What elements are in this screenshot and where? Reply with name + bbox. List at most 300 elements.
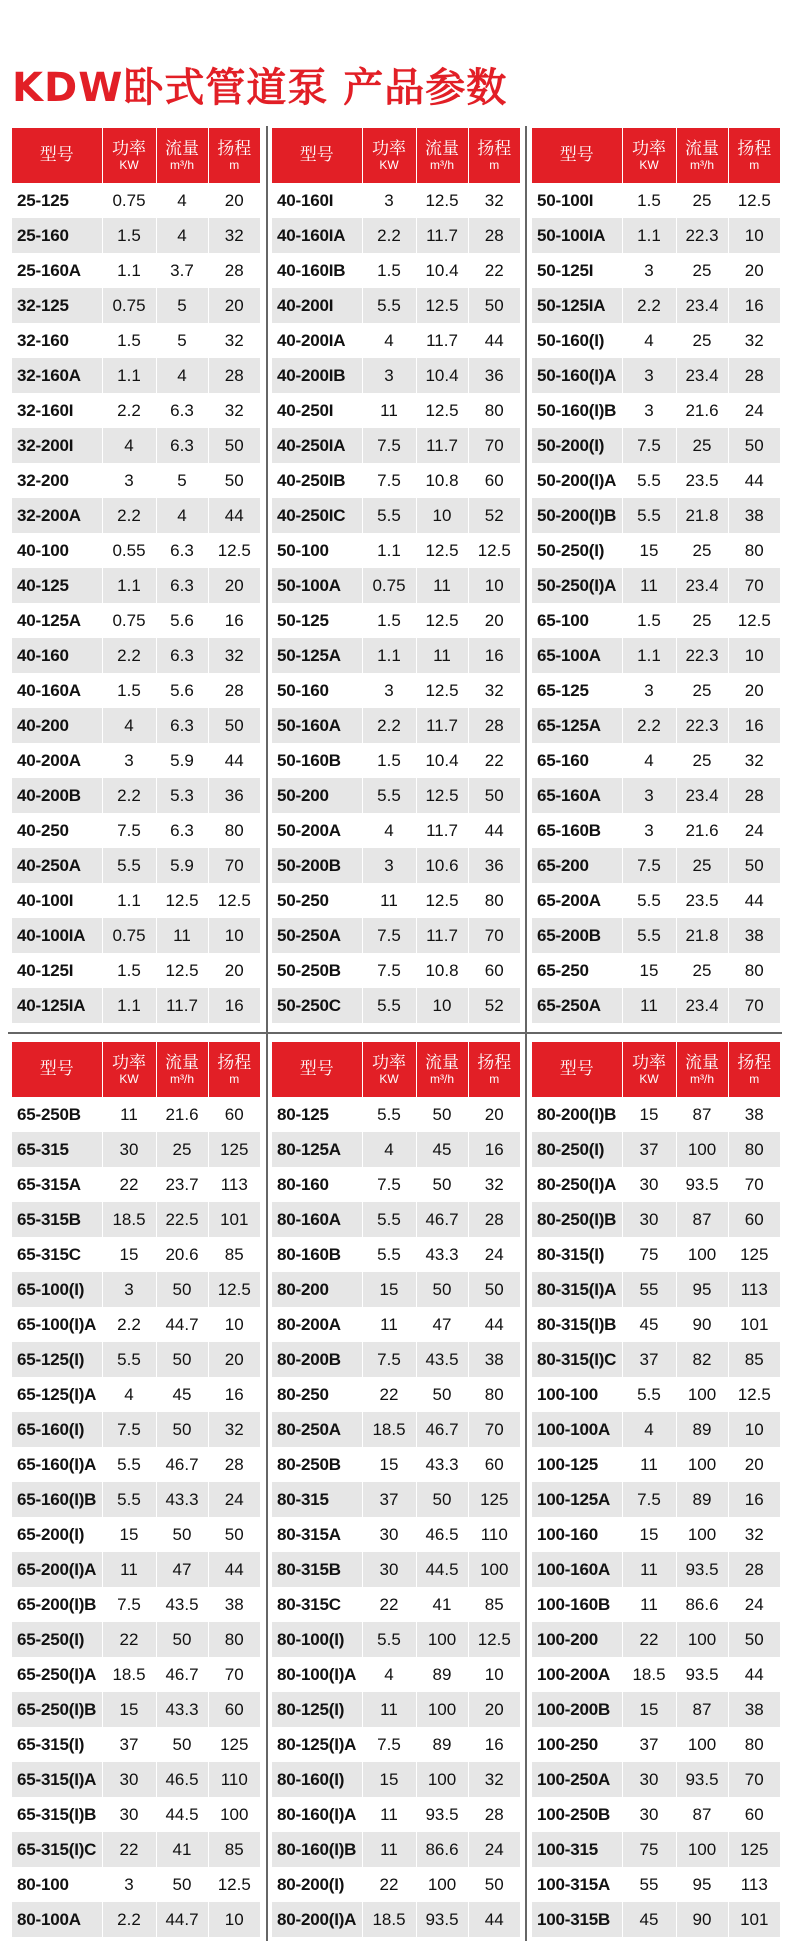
table-header-row — [12, 128, 260, 183]
model-cell: 50-100I — [532, 183, 622, 218]
head-cell: 113 — [208, 1167, 260, 1202]
model-cell: 65-315(I)B — [12, 1797, 102, 1832]
table-row — [12, 498, 260, 533]
model-cell: 40-160A — [12, 673, 102, 708]
flow-cell: 100 — [676, 1237, 728, 1272]
power-cell: 3 — [622, 813, 676, 848]
flow-cell: 46.7 — [416, 1412, 468, 1447]
flow-cell: 25 — [676, 953, 728, 988]
power-cell: 1.5 — [362, 743, 416, 778]
head-cell: 12.5 — [208, 883, 260, 918]
header-label: 流量 — [685, 138, 719, 159]
power-cell: 18.5 — [362, 1412, 416, 1447]
head-cell: 100 — [208, 1797, 260, 1832]
model-cell: 65-160(I) — [12, 1412, 102, 1447]
power-cell: 1.5 — [102, 323, 156, 358]
header-label: 型号 — [559, 1059, 594, 1079]
section-divider — [8, 1032, 782, 1034]
model-cell: 25-160A — [12, 253, 102, 288]
flow-cell: 12.5 — [416, 778, 468, 813]
model-cell: 80-160B — [272, 1237, 362, 1272]
table-row — [272, 1342, 520, 1377]
model-cell: 50-125I — [532, 253, 622, 288]
power-cell: 1.5 — [102, 953, 156, 988]
header-unit: KW — [119, 157, 139, 172]
model-cell: 65-200A — [532, 883, 622, 918]
power-cell: 11 — [622, 1552, 676, 1587]
flow-cell: 100 — [676, 1832, 728, 1867]
head-cell: 70 — [728, 988, 780, 1023]
table-row — [12, 1622, 260, 1657]
flow-cell: 87 — [676, 1097, 728, 1132]
table-row — [532, 1342, 780, 1377]
flow-cell: 50 — [416, 1097, 468, 1132]
table-row — [272, 1167, 520, 1202]
flow-cell: 50 — [416, 1377, 468, 1412]
head-cell: 20 — [468, 1097, 520, 1132]
head-cell: 20 — [728, 1447, 780, 1482]
table-row — [272, 883, 520, 918]
model-cell: 80-100(I) — [272, 1622, 362, 1657]
flow-cell: 41 — [156, 1832, 208, 1867]
column-divider — [525, 126, 527, 1032]
power-cell: 55 — [622, 1867, 676, 1902]
header-unit: KW — [379, 1071, 399, 1086]
head-cell: 44 — [208, 1552, 260, 1587]
power-cell: 37 — [622, 1132, 676, 1167]
head-cell: 12.5 — [728, 1377, 780, 1412]
power-cell: 30 — [622, 1762, 676, 1797]
power-cell: 1.1 — [622, 638, 676, 673]
flow-cell: 11.7 — [416, 323, 468, 358]
flow-cell: 46.7 — [156, 1657, 208, 1692]
table-row — [12, 953, 260, 988]
power-cell: 15 — [622, 1692, 676, 1727]
header-label: 扬程 — [477, 1052, 512, 1073]
flow-cell: 20.6 — [156, 1237, 208, 1272]
power-cell: 1.1 — [102, 883, 156, 918]
table-row — [12, 533, 260, 568]
params-table-6 — [532, 1042, 780, 1937]
model-cell: 50-125IA — [532, 288, 622, 323]
header-label: 流量 — [425, 138, 459, 159]
flow-cell: 11 — [156, 918, 208, 953]
model-cell: 80-315(I)A — [532, 1272, 622, 1307]
model-cell: 50-200(I) — [532, 428, 622, 463]
flow-cell: 50 — [416, 1272, 468, 1307]
flow-cell: 25 — [156, 1132, 208, 1167]
header-label: 型号 — [299, 145, 334, 165]
head-cell: 10 — [728, 1412, 780, 1447]
flow-cell: 46.7 — [416, 1202, 468, 1237]
flow-cell: 6.3 — [156, 708, 208, 743]
model-cell: 40-250IA — [272, 428, 362, 463]
model-cell: 65-250 — [532, 953, 622, 988]
model-cell: 32-160I — [12, 393, 102, 428]
table-row — [272, 1762, 520, 1797]
head-cell: 125 — [208, 1727, 260, 1762]
table-row — [12, 183, 260, 218]
head-cell: 12.5 — [728, 603, 780, 638]
head-cell: 24 — [728, 813, 780, 848]
head-cell: 38 — [468, 1342, 520, 1377]
table-row — [12, 813, 260, 848]
table-row — [272, 1482, 520, 1517]
model-cell: 80-125(I)A — [272, 1727, 362, 1762]
model-cell: 40-160I — [272, 183, 362, 218]
power-cell: 1.1 — [102, 568, 156, 603]
model-cell: 80-250(I)B — [532, 1202, 622, 1237]
flow-cell: 23.4 — [676, 568, 728, 603]
table-row — [272, 1377, 520, 1412]
spec-table — [12, 128, 260, 1023]
model-cell: 40-125A — [12, 603, 102, 638]
power-cell: 15 — [102, 1692, 156, 1727]
table-row — [12, 988, 260, 1023]
model-cell: 65-100A — [532, 638, 622, 673]
model-cell: 32-160 — [12, 323, 102, 358]
flow-cell: 6.3 — [156, 533, 208, 568]
flow-cell: 93.5 — [676, 1167, 728, 1202]
header-unit: m³/h — [430, 157, 454, 172]
model-cell: 80-315 — [272, 1482, 362, 1517]
flow-cell: 93.5 — [416, 1797, 468, 1832]
table-row — [532, 568, 780, 603]
model-cell: 65-100(I)A — [12, 1307, 102, 1342]
power-cell: 15 — [622, 533, 676, 568]
power-header — [622, 1042, 676, 1097]
table-row — [272, 708, 520, 743]
head-cell: 80 — [728, 1727, 780, 1762]
power-cell: 22 — [362, 1377, 416, 1412]
flow-cell: 100 — [416, 1622, 468, 1657]
model-cell: 100-100A — [532, 1412, 622, 1447]
model-cell: 65-315(I) — [12, 1727, 102, 1762]
power-cell: 22 — [102, 1832, 156, 1867]
power-header — [362, 128, 416, 183]
table-row — [532, 708, 780, 743]
power-cell: 15 — [362, 1762, 416, 1797]
head-cell: 16 — [208, 603, 260, 638]
model-cell: 80-125(I) — [272, 1692, 362, 1727]
table-row — [272, 218, 520, 253]
power-cell: 1.5 — [102, 218, 156, 253]
table-row — [12, 218, 260, 253]
table-row — [272, 743, 520, 778]
head-cell: 28 — [208, 1447, 260, 1482]
power-cell: 3 — [362, 673, 416, 708]
params-table-3 — [532, 128, 780, 1023]
header-label: 型号 — [559, 145, 594, 165]
table-row — [532, 1482, 780, 1517]
flow-cell: 5.3 — [156, 778, 208, 813]
head-cell: 80 — [468, 883, 520, 918]
power-header — [102, 128, 156, 183]
flow-cell: 93.5 — [676, 1552, 728, 1587]
table-row — [272, 1412, 520, 1447]
head-cell: 10 — [468, 1657, 520, 1692]
table-row — [532, 463, 780, 498]
table-row — [272, 918, 520, 953]
model-cell: 40-250A — [12, 848, 102, 883]
flow-cell: 44.7 — [156, 1902, 208, 1937]
head-cell: 85 — [728, 1342, 780, 1377]
flow-cell: 10.4 — [416, 743, 468, 778]
model-cell: 100-160A — [532, 1552, 622, 1587]
table-row — [272, 778, 520, 813]
head-cell: 16 — [468, 638, 520, 673]
head-cell: 10 — [208, 1307, 260, 1342]
flow-cell: 89 — [676, 1412, 728, 1447]
head-cell: 24 — [208, 1482, 260, 1517]
power-cell: 2.2 — [102, 393, 156, 428]
table-row — [532, 883, 780, 918]
model-cell: 80-125 — [272, 1097, 362, 1132]
head-cell: 32 — [208, 1412, 260, 1447]
head-cell: 28 — [728, 778, 780, 813]
head-cell: 12.5 — [468, 533, 520, 568]
head-cell: 32 — [468, 1167, 520, 1202]
table-row — [12, 393, 260, 428]
head-cell: 50 — [728, 1622, 780, 1657]
flow-cell: 11.7 — [416, 218, 468, 253]
power-cell: 3 — [102, 743, 156, 778]
table-row — [272, 1552, 520, 1587]
flow-cell: 3.7 — [156, 253, 208, 288]
flow-cell: 5 — [156, 288, 208, 323]
head-header — [208, 1042, 260, 1097]
model-cell: 80-125A — [272, 1132, 362, 1167]
model-cell: 50-250B — [272, 953, 362, 988]
head-cell: 32 — [728, 1517, 780, 1552]
head-cell: 32 — [468, 673, 520, 708]
power-cell: 45 — [622, 1307, 676, 1342]
table-row — [12, 1832, 260, 1867]
head-cell: 80 — [208, 1622, 260, 1657]
model-cell: 80-315(I)B — [532, 1307, 622, 1342]
model-cell: 40-100 — [12, 533, 102, 568]
head-cell: 38 — [728, 1097, 780, 1132]
header-label: 型号 — [39, 1059, 74, 1079]
head-cell: 101 — [208, 1202, 260, 1237]
model-cell: 65-200B — [532, 918, 622, 953]
head-cell: 70 — [468, 428, 520, 463]
head-cell: 50 — [728, 428, 780, 463]
table-row — [272, 848, 520, 883]
table-row — [272, 1132, 520, 1167]
table-row — [12, 1902, 260, 1937]
power-cell: 4 — [622, 1412, 676, 1447]
table-row — [12, 1377, 260, 1412]
power-cell: 0.75 — [102, 918, 156, 953]
header-unit: KW — [639, 157, 659, 172]
power-cell: 11 — [622, 1447, 676, 1482]
model-cell: 80-200(I)A — [272, 1902, 362, 1937]
model-header — [12, 1042, 102, 1097]
head-cell: 44 — [728, 883, 780, 918]
head-cell: 38 — [208, 1587, 260, 1622]
flow-cell: 89 — [676, 1482, 728, 1517]
table-row — [12, 1797, 260, 1832]
model-header — [272, 128, 362, 183]
head-cell: 125 — [728, 1832, 780, 1867]
flow-cell: 25 — [676, 848, 728, 883]
flow-cell: 11 — [416, 638, 468, 673]
model-cell: 50-200(I)B — [532, 498, 622, 533]
power-cell: 37 — [622, 1727, 676, 1762]
power-cell: 5.5 — [102, 1447, 156, 1482]
header-label: 型号 — [299, 1059, 334, 1079]
flow-cell: 100 — [416, 1692, 468, 1727]
model-cell: 80-315(I) — [532, 1237, 622, 1272]
column-divider — [266, 126, 268, 1032]
head-cell: 38 — [728, 498, 780, 533]
flow-cell: 25 — [676, 533, 728, 568]
head-cell: 38 — [728, 1692, 780, 1727]
head-cell: 38 — [728, 918, 780, 953]
head-cell: 32 — [208, 638, 260, 673]
head-cell: 32 — [728, 743, 780, 778]
model-cell: 50-250A — [272, 918, 362, 953]
model-cell: 25-125 — [12, 183, 102, 218]
power-cell: 1.5 — [102, 673, 156, 708]
model-cell: 65-250(I)A — [12, 1657, 102, 1692]
power-cell: 5.5 — [102, 1342, 156, 1377]
header-unit: m³/h — [690, 157, 714, 172]
head-cell: 28 — [468, 218, 520, 253]
table-row — [12, 883, 260, 918]
flow-cell: 12.5 — [416, 393, 468, 428]
power-cell: 30 — [102, 1797, 156, 1832]
table-row — [532, 183, 780, 218]
flow-cell: 21.6 — [676, 393, 728, 428]
table-row — [12, 1342, 260, 1377]
head-cell: 44 — [468, 813, 520, 848]
power-cell: 5.5 — [362, 1237, 416, 1272]
model-cell: 50-160(I)B — [532, 393, 622, 428]
flow-cell: 50 — [156, 1517, 208, 1552]
flow-header — [156, 128, 208, 183]
flow-cell: 43.5 — [156, 1587, 208, 1622]
flow-cell: 22.3 — [676, 708, 728, 743]
table-row — [12, 568, 260, 603]
flow-cell: 46.5 — [156, 1762, 208, 1797]
head-cell: 80 — [468, 393, 520, 428]
power-cell: 2.2 — [102, 1307, 156, 1342]
model-cell: 65-200(I) — [12, 1517, 102, 1552]
power-cell: 5.5 — [362, 1622, 416, 1657]
table-row — [532, 673, 780, 708]
model-cell: 50-250C — [272, 988, 362, 1023]
power-cell: 2.2 — [362, 218, 416, 253]
spec-table — [532, 1042, 780, 1937]
head-cell: 32 — [468, 1762, 520, 1797]
power-header — [622, 128, 676, 183]
model-cell: 40-200IB — [272, 358, 362, 393]
head-cell: 60 — [208, 1097, 260, 1132]
table-row — [532, 1692, 780, 1727]
flow-cell: 23.5 — [676, 463, 728, 498]
head-cell: 100 — [468, 1552, 520, 1587]
model-cell: 50-250(I)A — [532, 568, 622, 603]
table-row — [532, 1167, 780, 1202]
header-unit: m — [489, 1071, 500, 1086]
flow-cell: 10 — [416, 498, 468, 533]
flow-cell: 100 — [416, 1867, 468, 1902]
power-cell: 1.1 — [102, 358, 156, 393]
table-row — [272, 358, 520, 393]
flow-cell: 25 — [676, 323, 728, 358]
table-row — [272, 1797, 520, 1832]
header-label: 扬程 — [217, 1052, 252, 1073]
model-cell: 100-200A — [532, 1657, 622, 1692]
head-cell: 70 — [208, 1657, 260, 1692]
header-label: 功率 — [632, 1052, 666, 1073]
model-cell: 65-200(I)B — [12, 1587, 102, 1622]
power-cell: 30 — [102, 1132, 156, 1167]
power-cell: 11 — [362, 1307, 416, 1342]
flow-cell: 11.7 — [416, 708, 468, 743]
model-cell: 100-200 — [532, 1622, 622, 1657]
head-cell: 125 — [728, 1237, 780, 1272]
power-cell: 18.5 — [362, 1902, 416, 1937]
head-cell: 28 — [468, 708, 520, 743]
table-row — [532, 288, 780, 323]
model-cell: 65-160A — [532, 778, 622, 813]
model-cell: 50-200(I)A — [532, 463, 622, 498]
head-cell: 113 — [728, 1867, 780, 1902]
head-cell: 60 — [468, 953, 520, 988]
table-row — [272, 953, 520, 988]
power-cell: 3 — [622, 673, 676, 708]
table-row — [12, 848, 260, 883]
model-cell: 50-160(I)A — [532, 358, 622, 393]
model-cell: 40-250I — [272, 393, 362, 428]
power-cell: 30 — [102, 1762, 156, 1797]
power-header — [362, 1042, 416, 1097]
flow-cell: 25 — [676, 743, 728, 778]
flow-cell: 10.8 — [416, 463, 468, 498]
flow-cell: 100 — [676, 1727, 728, 1762]
power-cell: 2.2 — [362, 708, 416, 743]
power-cell: 15 — [622, 1517, 676, 1552]
model-cell: 100-315B — [532, 1902, 622, 1937]
power-cell: 3 — [622, 253, 676, 288]
flow-cell: 50 — [156, 1727, 208, 1762]
power-cell: 3 — [102, 1867, 156, 1902]
table-row — [272, 1657, 520, 1692]
model-cell: 40-250 — [12, 813, 102, 848]
head-cell: 10 — [208, 1902, 260, 1937]
table-row — [12, 603, 260, 638]
power-cell: 7.5 — [362, 1167, 416, 1202]
head-cell: 125 — [208, 1132, 260, 1167]
header-unit: KW — [639, 1071, 659, 1086]
power-cell: 5.5 — [622, 883, 676, 918]
power-cell: 15 — [362, 1272, 416, 1307]
head-cell: 24 — [468, 1237, 520, 1272]
flow-cell: 6.3 — [156, 393, 208, 428]
header-unit: m — [749, 1071, 760, 1086]
model-cell: 80-200B — [272, 1342, 362, 1377]
head-cell: 32 — [208, 323, 260, 358]
header-label: 流量 — [425, 1052, 459, 1073]
power-cell: 3 — [622, 778, 676, 813]
table-row — [12, 1727, 260, 1762]
head-cell: 10 — [468, 568, 520, 603]
flow-cell: 25 — [676, 673, 728, 708]
table-row — [12, 1587, 260, 1622]
